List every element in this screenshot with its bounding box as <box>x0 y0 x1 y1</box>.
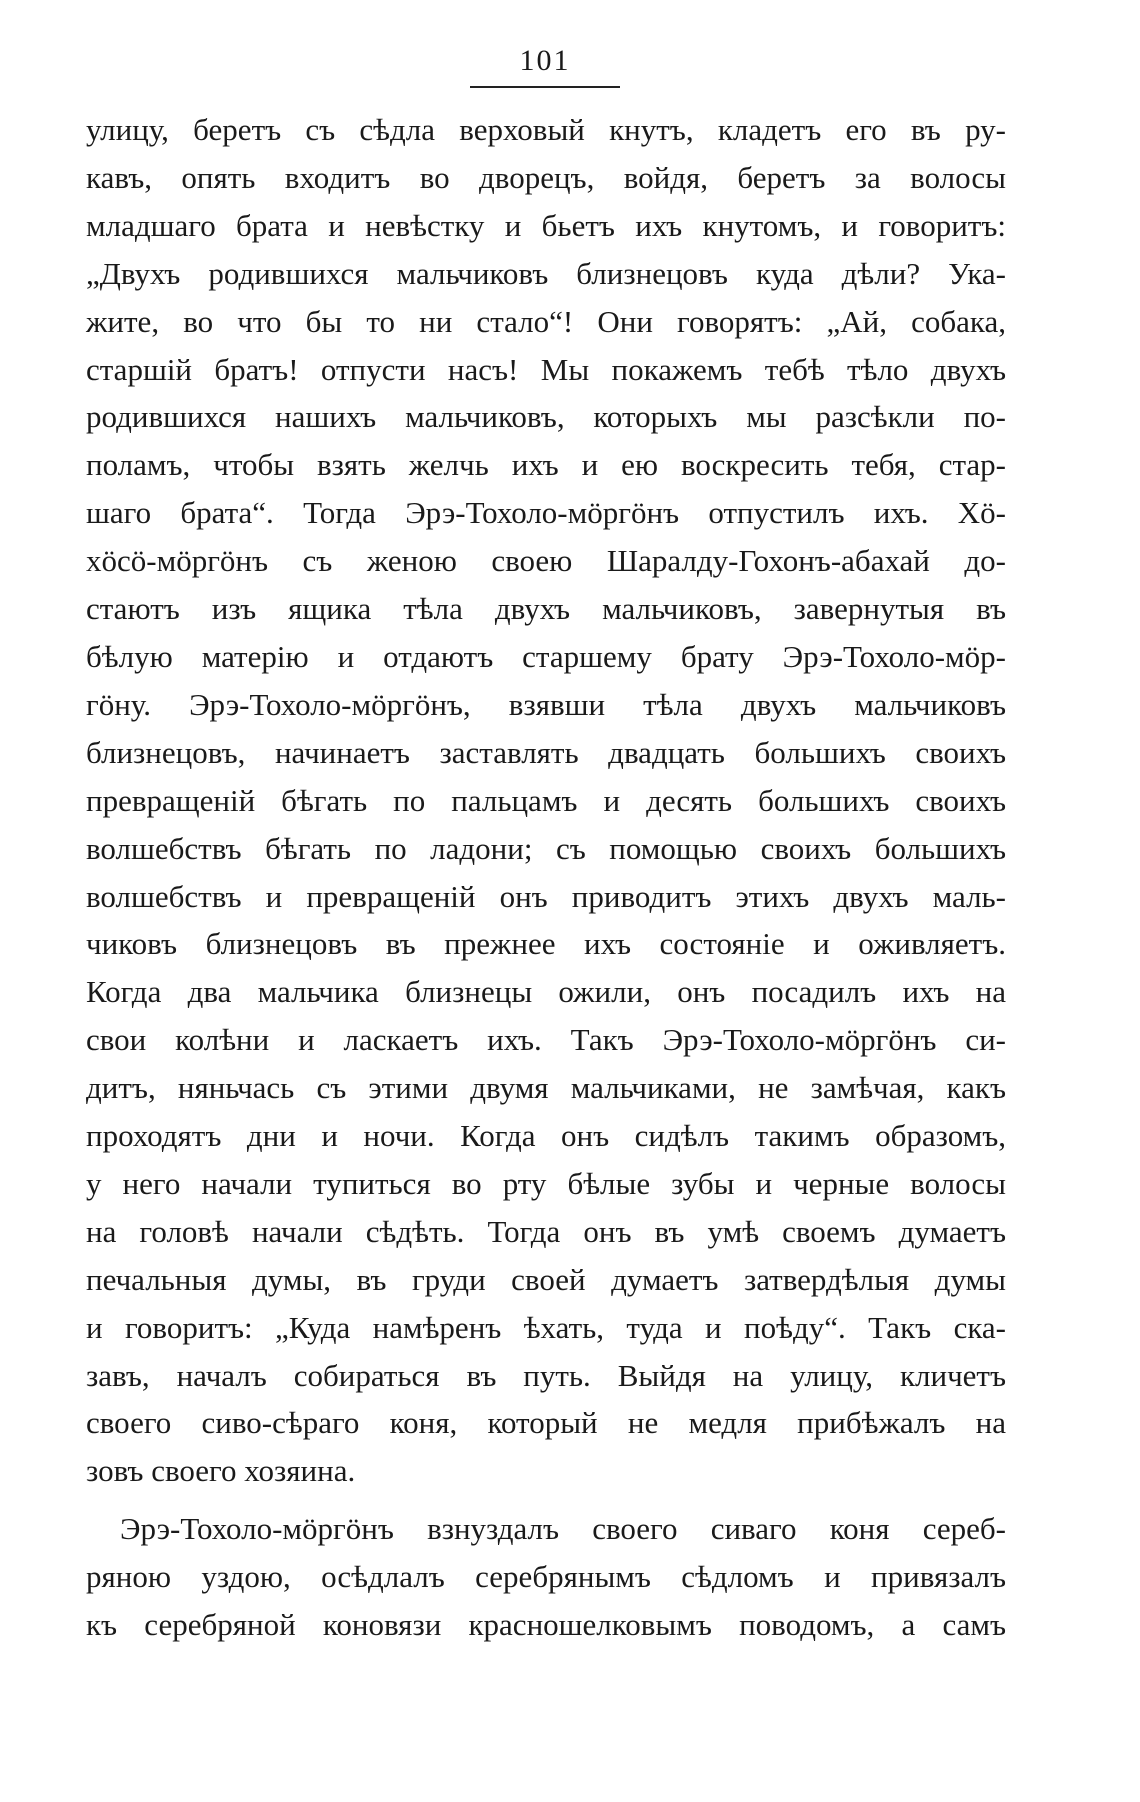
text-line: къ серебряной коновязи красношелковымъ поводомъ, а самъ <box>86 1607 1006 1643</box>
text-line: превращеній бѣгать по пальцамъ и десять большихъ своихъ <box>86 782 1006 818</box>
body-text <box>86 106 1006 1649</box>
text-line: жите, во что бы то ни стало“! Они говорятъ: „Ай, собака, <box>86 303 1006 339</box>
text-line: ряною уздою, осѣдлалъ серебрянымъ сѣдломъ и привязалъ <box>86 1559 1006 1595</box>
text-line: и говоритъ: „Куда намѣренъ ѣхать, туда и поѣду“. Такъ ска- <box>86 1309 1006 1345</box>
text-line: свои колѣни и ласкаетъ ихъ. Такъ Эрэ-Тохоло-мӧргӧнъ си- <box>86 1022 1006 1058</box>
text-line: проходятъ дни и ночи. Когда онъ сидѣлъ такимъ образомъ, <box>86 1118 1006 1154</box>
text-line: печальныя думы, въ груди своей думаетъ затвердѣлыя думы <box>86 1261 1006 1297</box>
text-line: близнецовъ, начинаетъ заставлять двадцать большихъ своихъ <box>86 734 1006 770</box>
header-rule <box>470 86 620 88</box>
text-line: чиковъ близнецовъ въ прежнее ихъ состояніе и оживляетъ. <box>86 926 1006 962</box>
text-line: на головѣ начали сѣдѣть. Тогда онъ въ умѣ своемъ думаетъ <box>86 1213 1006 1249</box>
text-line: кавъ, опять входитъ во дворецъ, войдя, беретъ за волосы <box>86 159 1006 195</box>
text-line: завъ, началъ собираться въ путь. Выйдя на улицу, кличетъ <box>86 1357 1006 1393</box>
text-line: младшаго брата и невѣстку и бьетъ ихъ кнутомъ, и говоритъ: <box>86 207 1006 243</box>
text-line: поламъ, чтобы взять желчь ихъ и ею воскресить тебя, стар- <box>86 447 1006 483</box>
page-number: 101 <box>519 44 571 77</box>
text-line: у него начали тупиться во рту бѣлые зубы и черные волосы <box>86 1165 1006 1201</box>
text-line: своего сиво-сѣраго коня, который не медля прибѣжалъ на <box>86 1405 1006 1441</box>
page-header <box>470 44 620 88</box>
text-line: зовъ своего хозяина. <box>86 1453 356 1489</box>
text-line: родившихся нашихъ мальчиковъ, которыхъ мы разсѣкли по- <box>86 399 1006 435</box>
text-line: Эрэ-Тохоло-мӧргӧнъ взнуздалъ своего сиваго коня сереб- <box>120 1511 1006 1547</box>
text-line: Когда два мальчика близнецы ожили, онъ посадилъ ихъ на <box>86 974 1006 1010</box>
paragraph-2 <box>86 1505 1006 1649</box>
paragraph-1 <box>86 106 1006 1495</box>
text-line: шаго брата“. Тогда Эрэ-Тохоло-мӧргӧнъ отпустилъ ихъ. Хӧ- <box>86 495 1006 531</box>
text-line: дитъ, няньчась съ этими двумя мальчиками, не замѣчая, какъ <box>86 1070 1006 1106</box>
text-line: волшебствъ бѣгать по ладони; съ помощью своихъ большихъ <box>86 830 1006 866</box>
text-line: улицу, беретъ съ сѣдла верховый кнутъ, кладетъ его въ ру- <box>86 112 1006 147</box>
text-line: бѣлую матерію и отдаютъ старшему брату Эрэ-Тохоло-мӧр- <box>86 638 1006 674</box>
text-line: старшій братъ! отпусти насъ! Мы покажемъ тебѣ тѣло двухъ <box>86 351 1006 387</box>
text-line: гӧну. Эрэ-Тохоло-мӧргӧнъ, взявши тѣла двухъ мальчиковъ <box>86 686 1006 722</box>
text-line: „Двухъ родившихся мальчиковъ близнецовъ куда дѣли? Ука- <box>86 255 1006 291</box>
text-line: хӧсӧ-мӧргӧнъ съ женою своею Шаралду-Гохонъ-абахай до- <box>86 543 1006 579</box>
text-line: волшебствъ и превращеній онъ приводитъ этихъ двухъ маль- <box>86 878 1006 914</box>
paragraph-gap <box>86 1495 1006 1505</box>
text-line: стаютъ изъ ящика тѣла двухъ мальчиковъ, завернутыя въ <box>86 591 1006 627</box>
